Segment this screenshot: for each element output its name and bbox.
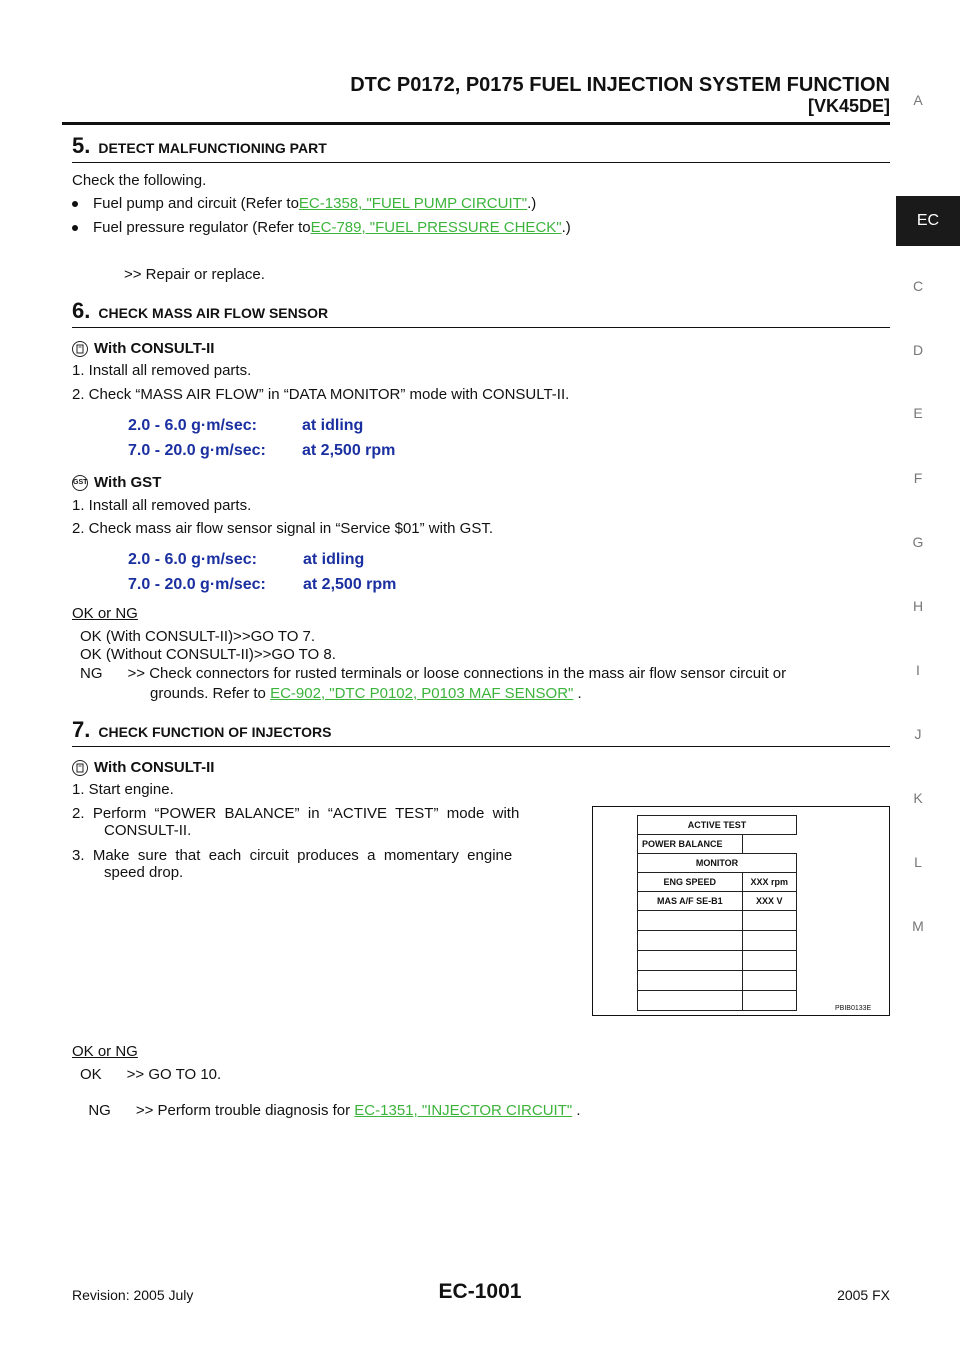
bullet-dot bbox=[72, 225, 78, 231]
fuel-pressure-check-link[interactable]: EC-789, "FUEL PRESSURE CHECK" bbox=[310, 219, 562, 236]
consult-icon bbox=[72, 760, 88, 776]
section-6-rule bbox=[72, 327, 890, 328]
section-6-heading bbox=[72, 298, 328, 324]
spec-key: 7.0 - 20.0 g·m/sec: bbox=[128, 442, 266, 459]
gst-label-text: With GST bbox=[94, 474, 162, 491]
spec-key: 2.0 - 6.0 g·m/sec: bbox=[128, 551, 257, 568]
sidebar-letter-k[interactable]: K bbox=[913, 790, 923, 806]
power-balance-cell: POWER BALANCE bbox=[638, 835, 743, 854]
eng-speed-cell: ENG SPEED bbox=[638, 873, 743, 892]
sidebar-letter-m[interactable]: M bbox=[912, 918, 924, 934]
section-6-ok-1: OK (With CONSULT-II)>>GO TO 7. bbox=[80, 628, 316, 645]
ng-end: . bbox=[573, 685, 582, 702]
monitor-header: MONITOR bbox=[638, 854, 797, 873]
consult-icon bbox=[72, 341, 88, 357]
active-test-figure bbox=[592, 806, 890, 1016]
bullet-text: Fuel pressure regulator (Refer to bbox=[93, 219, 311, 236]
consult-label-text: With CONSULT-II bbox=[94, 340, 215, 357]
active-test-header: ACTIVE TEST bbox=[638, 816, 797, 835]
empty-cell bbox=[638, 971, 743, 991]
maf-sensor-link[interactable]: EC-902, "DTC P0102, P0103 MAF SENSOR" bbox=[270, 685, 574, 702]
section-6-ng-line-1: NG >> Check connectors for rusted terminals or loose connections in the mass air flow sensor circuit or bbox=[80, 665, 787, 682]
section-7-step-2b: CONSULT-II. bbox=[104, 822, 192, 839]
bullet-dot bbox=[72, 201, 78, 207]
section-6-number: 6. bbox=[72, 298, 91, 323]
sidebar-letter-l[interactable]: L bbox=[914, 854, 922, 870]
bullet-end: .) bbox=[561, 219, 571, 236]
empty-cell bbox=[638, 931, 743, 951]
figure-code: PBIB0133E bbox=[835, 1005, 872, 1012]
section-6-gst-step-1: 1. Install all removed parts. bbox=[72, 497, 252, 514]
page-title: DTC P0172, P0175 FUEL INJECTION SYSTEM FUNCTION bbox=[350, 74, 890, 96]
spec-key: 7.0 - 20.0 g·m/sec: bbox=[128, 576, 266, 593]
section-7-ok-or-ng: OK or NG bbox=[72, 1043, 138, 1060]
section-6-ok-2: OK (Without CONSULT-II)>>GO TO 8. bbox=[80, 646, 336, 663]
sidebar-letter-e[interactable]: E bbox=[913, 405, 923, 421]
fuel-pump-circuit-link[interactable]: EC-1358, "FUEL PUMP CIRCUIT" bbox=[298, 195, 528, 212]
empty-cell bbox=[742, 991, 796, 1011]
spec-row bbox=[128, 551, 364, 569]
section-7-heading bbox=[72, 717, 331, 743]
sidebar-letter-h[interactable]: H bbox=[912, 598, 924, 614]
empty-cell bbox=[742, 931, 796, 951]
section-6-consult-step-1: 1. Install all removed parts. bbox=[72, 362, 252, 379]
section-7-consult-label bbox=[72, 759, 214, 776]
sidebar-letter-g[interactable]: G bbox=[912, 534, 924, 550]
empty-cell bbox=[742, 835, 796, 854]
spec-value: at idling bbox=[303, 551, 365, 568]
maf-value: XXX V bbox=[742, 892, 796, 911]
sidebar-letter-j[interactable]: J bbox=[914, 726, 922, 742]
section-5-result: >> Repair or replace. bbox=[124, 266, 265, 283]
sidebar-letter-c[interactable]: C bbox=[912, 278, 924, 294]
section-5-title: DETECT MALFUNCTIONING PART bbox=[98, 140, 327, 156]
spec-row bbox=[128, 417, 363, 435]
empty-cell bbox=[638, 911, 743, 931]
section-7-step-3a: 3. Make sure that each circuit produces a momentary engine bbox=[72, 847, 513, 864]
section-6-gst-step-2: 2. Check mass air flow sensor signal in “Service $01” with GST. bbox=[72, 520, 493, 537]
empty-cell bbox=[638, 991, 743, 1011]
section-7-step-3b: speed drop. bbox=[104, 864, 184, 881]
section-6-gst-label bbox=[72, 474, 161, 491]
gst-icon: GST bbox=[72, 475, 88, 491]
section-5-rule bbox=[72, 162, 890, 163]
section-7-step-2a: 2. Perform “POWER BALANCE” in “ACTIVE TEST” mode with bbox=[72, 805, 520, 822]
spec-row bbox=[128, 442, 395, 460]
spec-value: at 2,500 rpm bbox=[303, 576, 397, 593]
ng-text: grounds. Refer to bbox=[150, 685, 271, 702]
section-5-bullet-1 bbox=[72, 195, 536, 212]
spec-value: at 2,500 rpm bbox=[302, 442, 396, 459]
empty-cell bbox=[742, 971, 796, 991]
section-7-number: 7. bbox=[72, 717, 91, 742]
section-6-consult-label bbox=[72, 340, 214, 357]
section-5-heading bbox=[72, 133, 327, 159]
ng-text: NG >> Perform trouble diagnosis for bbox=[88, 1102, 355, 1119]
ng-end: . bbox=[572, 1102, 581, 1119]
section-6-ng-line-2 bbox=[150, 685, 582, 703]
section-7-ok: OK >> GO TO 10. bbox=[80, 1066, 222, 1083]
section-7-ng bbox=[80, 1084, 581, 1120]
spec-key: 2.0 - 6.0 g·m/sec: bbox=[128, 417, 257, 434]
sidebar-letter-f[interactable]: F bbox=[913, 470, 923, 486]
spec-value: at idling bbox=[302, 417, 364, 434]
section-5-number: 5. bbox=[72, 133, 91, 158]
active-test-table bbox=[637, 815, 797, 1011]
footer-model: 2005 FX bbox=[837, 1287, 890, 1303]
bullet-text: Fuel pump and circuit (Refer to bbox=[93, 195, 299, 212]
footer-page-number: EC-1001 bbox=[438, 1280, 522, 1303]
sidebar-letter-d[interactable]: D bbox=[912, 342, 924, 358]
section-5-bullet-2 bbox=[72, 219, 571, 236]
bullet-end: .) bbox=[527, 195, 537, 212]
section-6-consult-step-2: 2. Check “MASS AIR FLOW” in “DATA MONITOR” mode with CONSULT-II. bbox=[72, 386, 570, 403]
page-subtitle: [VK45DE] bbox=[807, 96, 890, 116]
maf-cell: MAS A/F SE-B1 bbox=[638, 892, 743, 911]
section-5-intro: Check the following. bbox=[72, 172, 207, 189]
section-6-ok-or-ng: OK or NG bbox=[72, 605, 138, 622]
spec-row bbox=[128, 576, 396, 594]
header-rule bbox=[62, 122, 890, 125]
section-7-step-1: 1. Start engine. bbox=[72, 781, 174, 798]
eng-speed-value: XXX rpm bbox=[742, 873, 796, 892]
empty-cell bbox=[742, 951, 796, 971]
injector-circuit-link[interactable]: EC-1351, "INJECTOR CIRCUIT" bbox=[354, 1102, 573, 1119]
footer-revision: Revision: 2005 July bbox=[72, 1287, 194, 1303]
section-6-title: CHECK MASS AIR FLOW SENSOR bbox=[98, 305, 329, 321]
empty-cell bbox=[742, 911, 796, 931]
consult-label-text: With CONSULT-II bbox=[94, 759, 215, 776]
sidebar-letter-a[interactable]: A bbox=[913, 92, 923, 108]
section-7-title: CHECK FUNCTION OF INJECTORS bbox=[98, 724, 332, 740]
section-7-rule bbox=[72, 746, 890, 747]
empty-cell bbox=[638, 951, 743, 971]
sidebar-tab-ec[interactable]: EC bbox=[896, 196, 960, 246]
sidebar-letter-i[interactable]: I bbox=[916, 662, 920, 678]
